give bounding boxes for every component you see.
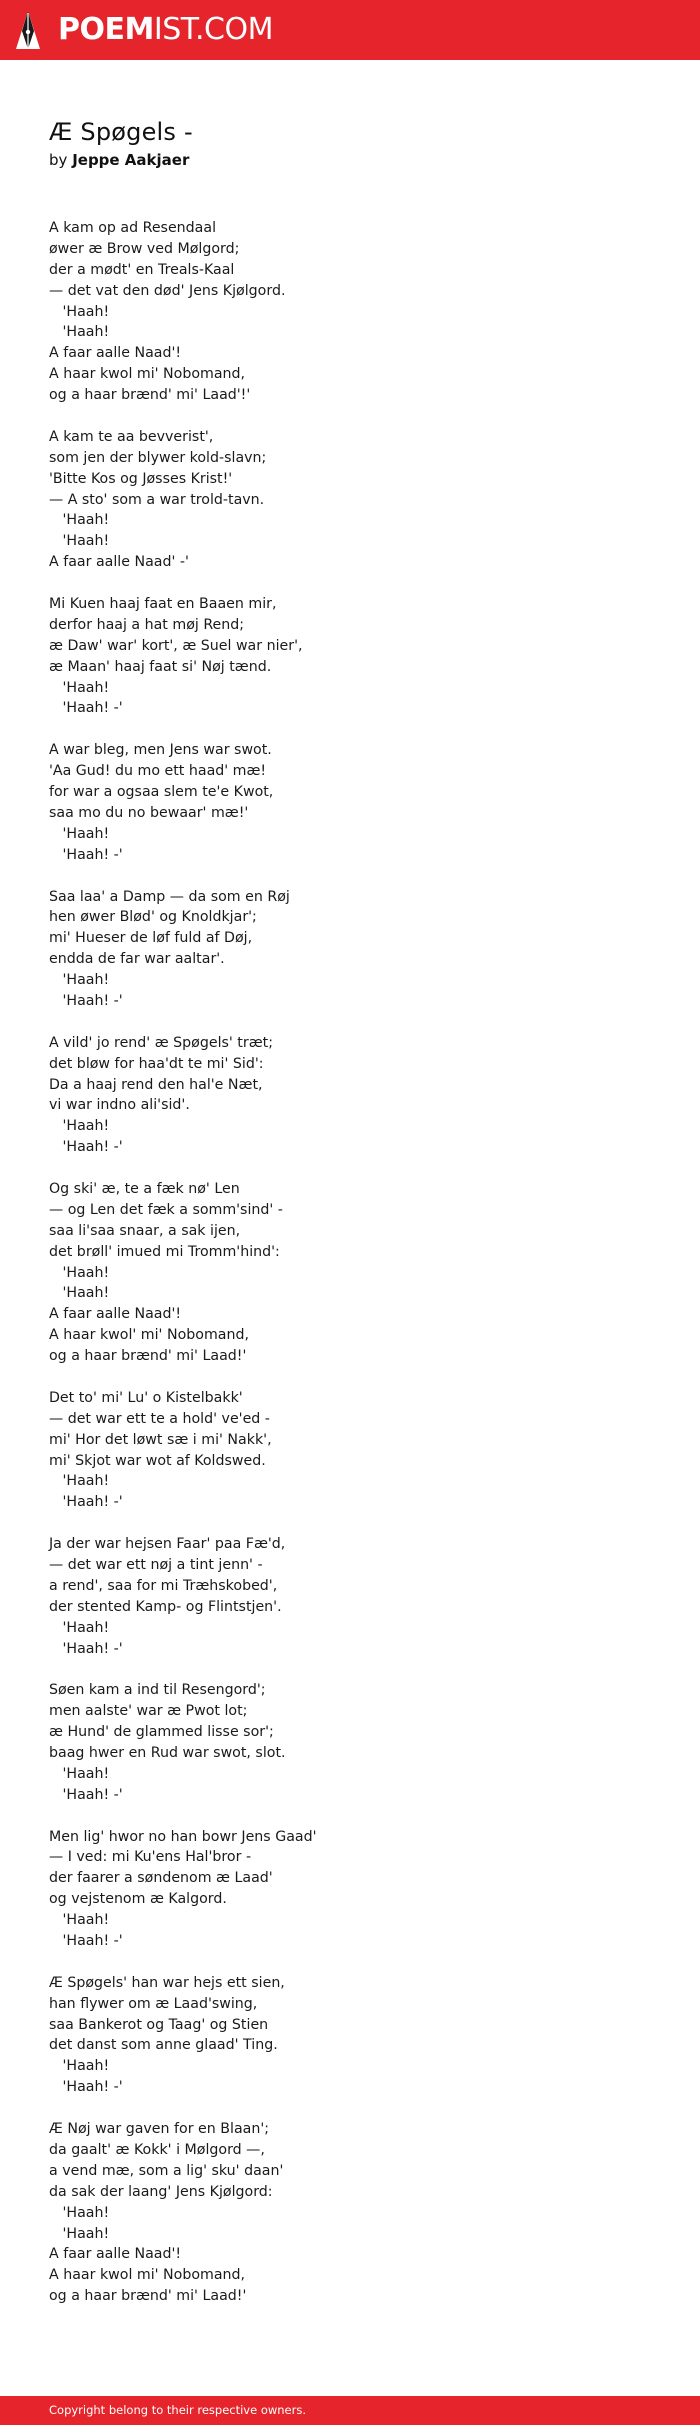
site-footer	[0, 2396, 700, 2425]
poem-line: Æ Nøj war gaven for en Blaan';	[49, 2121, 270, 2138]
poem-line: og a haar brænd' mi' Laad'!'	[49, 387, 251, 404]
poem-line: for war a ogsaa slem te'e Kwot,	[49, 784, 274, 801]
poem-line: da gaalt' æ Kokk' i Mølgord —,	[49, 2141, 265, 2158]
stanza-break	[49, 1012, 669, 1033]
poem-line: A kam te aa bevverist',	[49, 428, 214, 445]
poem-line: A haar kwol mi' Nobomand,	[49, 2267, 246, 2284]
poem-line: A faar aalle Naad'!	[49, 1306, 182, 1323]
poem-line: — det vat den død' Jens Kjølgord.	[49, 282, 286, 299]
site-logo[interactable]	[14, 9, 273, 51]
poem-line: A faar aalle Naad' -'	[49, 554, 189, 571]
poem-line: det bløw for haa'dt te mi' Sid':	[49, 1055, 264, 1072]
poem-line: øwer æ Brow ved Mølgord;	[49, 240, 240, 257]
stanza-break	[49, 1513, 669, 1534]
poem-line: 'Haah!	[49, 303, 110, 320]
poem-title: Æ Spøgels -	[49, 118, 193, 146]
poem-line: — og Len det fæk a somm'sind' -	[49, 1201, 283, 1218]
poem-line: derfor haaj a hat møj Rend;	[49, 616, 245, 633]
poem-line: saa li'saa snaar, a sak ijen,	[49, 1222, 241, 1239]
poem-line: A haar kwol' mi' Nobomand,	[49, 1327, 249, 1344]
poem-line: men aalste' war æ Pwot lot;	[49, 1703, 248, 1720]
poem-heading	[49, 112, 193, 172]
poem-line: 'Haah!	[49, 1285, 110, 1302]
poem-line: 'Haah!	[49, 1912, 110, 1929]
poem-line: A kam op ad Resendaal	[49, 220, 217, 236]
poem-line: der a mødt' en Treals-Kaal	[49, 261, 235, 278]
stanza-break	[49, 573, 669, 594]
poem-line: A war bleg, men Jens war swot.	[49, 742, 272, 759]
poem-line: og a haar brænd' mi' Laad!'	[49, 1348, 247, 1365]
poem-line: a rend', saa for mi Træhskobed',	[49, 1577, 278, 1594]
poem-line: Og ski' æ, te a fæk nø' Len	[49, 1180, 240, 1197]
poem-line: hen øwer Blød' og Knoldkjar';	[49, 909, 257, 926]
poem-line: 'Haah! -'	[49, 2079, 123, 2096]
poem-line: vi war indno ali'sid'.	[49, 1097, 190, 1114]
poem-body	[49, 218, 669, 2307]
poem-line: saa Bankerot og Taag' og Stien	[49, 2016, 269, 2033]
poem-line: — I ved: mi Ku'ens Hal'bror -	[49, 1849, 252, 1866]
poem-line: æ Daw' war' kort', æ Suel war nier',	[49, 637, 303, 654]
poem-line: 'Haah!	[49, 2058, 110, 2075]
poem-line: 'Haah! -'	[49, 1933, 123, 1950]
poem-line: 'Haah!	[49, 1619, 110, 1636]
poem-line: 'Haah!	[49, 2225, 110, 2242]
site-header	[0, 0, 700, 60]
copyright-notice: Copyright belong to their respective owners.	[49, 2403, 307, 2417]
poem-line: 'Haah! -'	[49, 1786, 123, 1803]
poem-line: 'Haah! -'	[49, 992, 123, 1009]
poem-line: 'Haah!	[49, 1264, 110, 1281]
poem-line: 'Haah!	[49, 512, 110, 529]
poem-line: 'Haah!	[49, 2204, 110, 2221]
stanza-break	[49, 1659, 669, 1680]
poem-line: som jen der blywer kold-slavn;	[49, 449, 267, 466]
poem-line: endda de far war aaltar'.	[49, 951, 225, 968]
poem-line: a vend mæ, som a lig' sku' daan'	[49, 2162, 284, 2179]
poem-line: 'Haah! -'	[49, 1139, 123, 1156]
poem-line: Søen kam a ind til Resengord';	[49, 1682, 266, 1699]
poem-line: og a haar brænd' mi' Laad!'	[49, 2288, 247, 2305]
poem-line: Da a haaj rend den hal'e Næt,	[49, 1076, 263, 1093]
poem-line: 'Bitte Kos og Jøsses Krist!'	[49, 470, 233, 487]
poem-line: — det war ett te a hold' ve'ed -	[49, 1410, 270, 1427]
poem-line: 'Haah! -'	[49, 1640, 123, 1657]
stanza-break	[49, 1158, 669, 1179]
poem-line: Ja der war hejsen Faar' paa Fæ'd,	[49, 1536, 286, 1553]
stanza-break	[49, 1367, 669, 1388]
stanza-break	[49, 1952, 669, 1973]
poem-line: og vejstenom æ Kalgord.	[49, 1891, 227, 1908]
stanza-break	[49, 2098, 669, 2119]
poem-line: A faar aalle Naad'!	[49, 2246, 182, 2263]
poem-line: Æ Spøgels' han war hejs ett sien,	[49, 1974, 285, 1991]
poem-line: — det war ett nøj a tint jenn' -	[49, 1557, 263, 1573]
poem-line: mi' Skjot war wot af Koldswed.	[49, 1452, 266, 1469]
poem-line: Men lig' hwor no han bowr Jens Gaad'	[49, 1828, 317, 1845]
poem-line: det danst som anne glaad' Ting.	[49, 2037, 278, 2054]
poem-line: æ Hund' de glammed lisse sor';	[49, 1724, 274, 1741]
poem-line: — A sto' som a war trold-tavn.	[49, 491, 265, 508]
poem-line: æ Maan' haaj faat si' Nøj tænd.	[49, 658, 272, 675]
poem-line: 'Haah! -'	[49, 846, 123, 863]
poem-line: 'Haah!	[49, 1118, 110, 1135]
site-name-light: IST.COM	[153, 12, 273, 47]
site-name-bold: POEM	[58, 12, 154, 47]
poem-line: A faar aalle Naad'!	[49, 345, 182, 362]
poem-line: Mi Kuen haaj faat en Baaen mir,	[49, 596, 277, 613]
poem-line: A haar kwol mi' Nobomand,	[49, 366, 246, 383]
poem-line: da sak der laang' Jens Kjølgord:	[49, 2183, 273, 2200]
poem-line: 'Haah!	[49, 1765, 110, 1782]
poem-line: 'Haah! -'	[49, 700, 123, 717]
poem-line: der stented Kamp- og Flintstjen'.	[49, 1598, 282, 1615]
poem-line: mi' Hor det løwt sæ i mi' Nakk',	[49, 1431, 272, 1448]
poem-line: baag hwer en Rud war swot, slot.	[49, 1745, 286, 1762]
poem-line: saa mo du no bewaar' mæ!'	[49, 804, 249, 821]
stanza-break	[49, 719, 669, 740]
poem-line: 'Haah!	[49, 324, 110, 341]
poem-line: mi' Hueser de løf fuld af Døj,	[49, 930, 253, 947]
poem-line: Det to' mi' Lu' o Kistelbakk'	[49, 1389, 243, 1406]
poem-line: 'Aa Gud! du mo ett haad' mæ!	[49, 763, 267, 780]
stanza-break	[49, 406, 669, 427]
poem-line: 'Haah! -'	[49, 1494, 123, 1511]
poem-line: 'Haah!	[49, 1473, 110, 1490]
by-label: by	[49, 151, 68, 169]
stanza-break	[49, 1806, 669, 1827]
poem-line: der faarer a søndenom æ Laad'	[49, 1870, 273, 1887]
poem-line: det brøll' imued mi Tromm'hind':	[49, 1243, 280, 1260]
poem-line: han flywer om æ Laad'swing,	[49, 1995, 258, 2012]
poem-byline	[49, 148, 193, 172]
poem-line: 'Haah!	[49, 679, 110, 696]
site-name	[58, 9, 273, 51]
poem-line: Saa laa' a Damp — da som en Røj	[49, 888, 290, 905]
poem-line: 'Haah!	[49, 533, 110, 550]
poem-line: A vild' jo rend' æ Spøgels' træt;	[49, 1034, 273, 1051]
fountain-pen-nib-icon	[14, 9, 42, 51]
poem-line: 'Haah!	[49, 972, 110, 989]
author-name: Jeppe Aakjaer	[72, 151, 190, 169]
stanza-break	[49, 866, 669, 887]
poem-line: 'Haah!	[49, 825, 110, 842]
